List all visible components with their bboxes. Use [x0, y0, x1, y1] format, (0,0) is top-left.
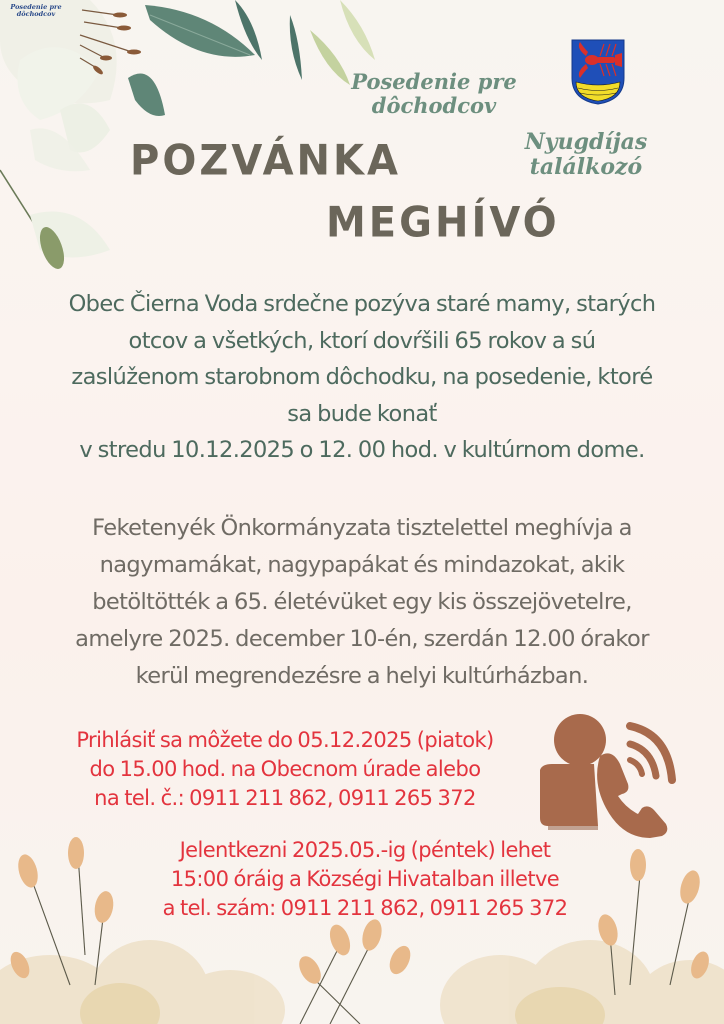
invitation-hungarian-line: Feketenyék Önkormányzata tisztelettel meghívja a: [92, 515, 632, 541]
title-slovak: POZVÁNKA: [130, 136, 401, 186]
corner-tag: [6, 4, 66, 18]
subtitle-hungarian-line-1: Nyugdíjas: [524, 129, 648, 155]
registration-slovak-line: Prihlásiť sa môžete do 05.12.2025 (piatok): [76, 728, 494, 752]
person-phone-call-icon: [522, 708, 692, 838]
invitation-slovak-line: sa bude konať: [287, 400, 437, 427]
corner-tag-line-2: dôchodcov: [16, 10, 56, 18]
registration-slovak: [20, 726, 550, 813]
registration-hungarian-line: a tel. szám: 0911 211 862, 0911 265 372: [162, 896, 568, 920]
registration-slovak-line: do 15.00 hod. na Obecnom úrade alebo: [89, 757, 481, 781]
invitation-slovak: [20, 286, 704, 469]
corner-tag-line-1: Posedenie pre: [10, 3, 62, 11]
title-hungarian: MEGHÍVÓ: [326, 198, 560, 248]
subtitle-hungarian-line-2: találkozó: [529, 153, 643, 180]
subtitle-slovak-line-2: dôchodcov: [371, 92, 497, 118]
invitation-hungarian-line: nagymamákat, nagypapákat és mindazokat, akik: [99, 552, 625, 578]
subtitle-slovak: [344, 70, 524, 117]
registration-hungarian-line: Jelentkezni 2025.05.-ig (péntek) lehet: [179, 838, 551, 862]
invitation-slovak-line: zaslúženom starobnom dôchodku, na posedenie, ktoré: [71, 364, 653, 390]
subtitle-hungarian: [516, 130, 656, 179]
invitation-slovak-line: Obec Čierna Voda srdečne pozýva staré mamy, starých: [68, 291, 656, 317]
registration-hungarian-line: 15:00 óráig a Községi Hivatalban illetve: [170, 867, 560, 891]
subtitle-slovak-line-1: Posedenie pre: [351, 69, 517, 94]
invitation-hungarian-line: kerül megrendezésre a helyi kultúrházban.: [135, 663, 589, 689]
invitation-hungarian: [20, 510, 704, 695]
invitation-slovak-line: v stredu 10.12.2025 o 12. 00 hod. v kultúrnom dome.: [79, 437, 645, 463]
invitation-hungarian-line: betöltötték a 65. életévüket egy kis összejövetelre,: [92, 589, 632, 615]
registration-hungarian: [110, 836, 620, 923]
registration-slovak-line: na tel. č.: 0911 211 862, 0911 265 372: [94, 786, 476, 810]
invitation-hungarian-line: amelyre 2025. december 10-én, szerdán 12.00 órakor: [75, 626, 649, 652]
crayfish-coat-of-arms-icon: [570, 38, 626, 106]
invitation-slovak-line: otcov a všetkých, ktorí dovŕšili 65 rokov a sú: [128, 327, 596, 354]
